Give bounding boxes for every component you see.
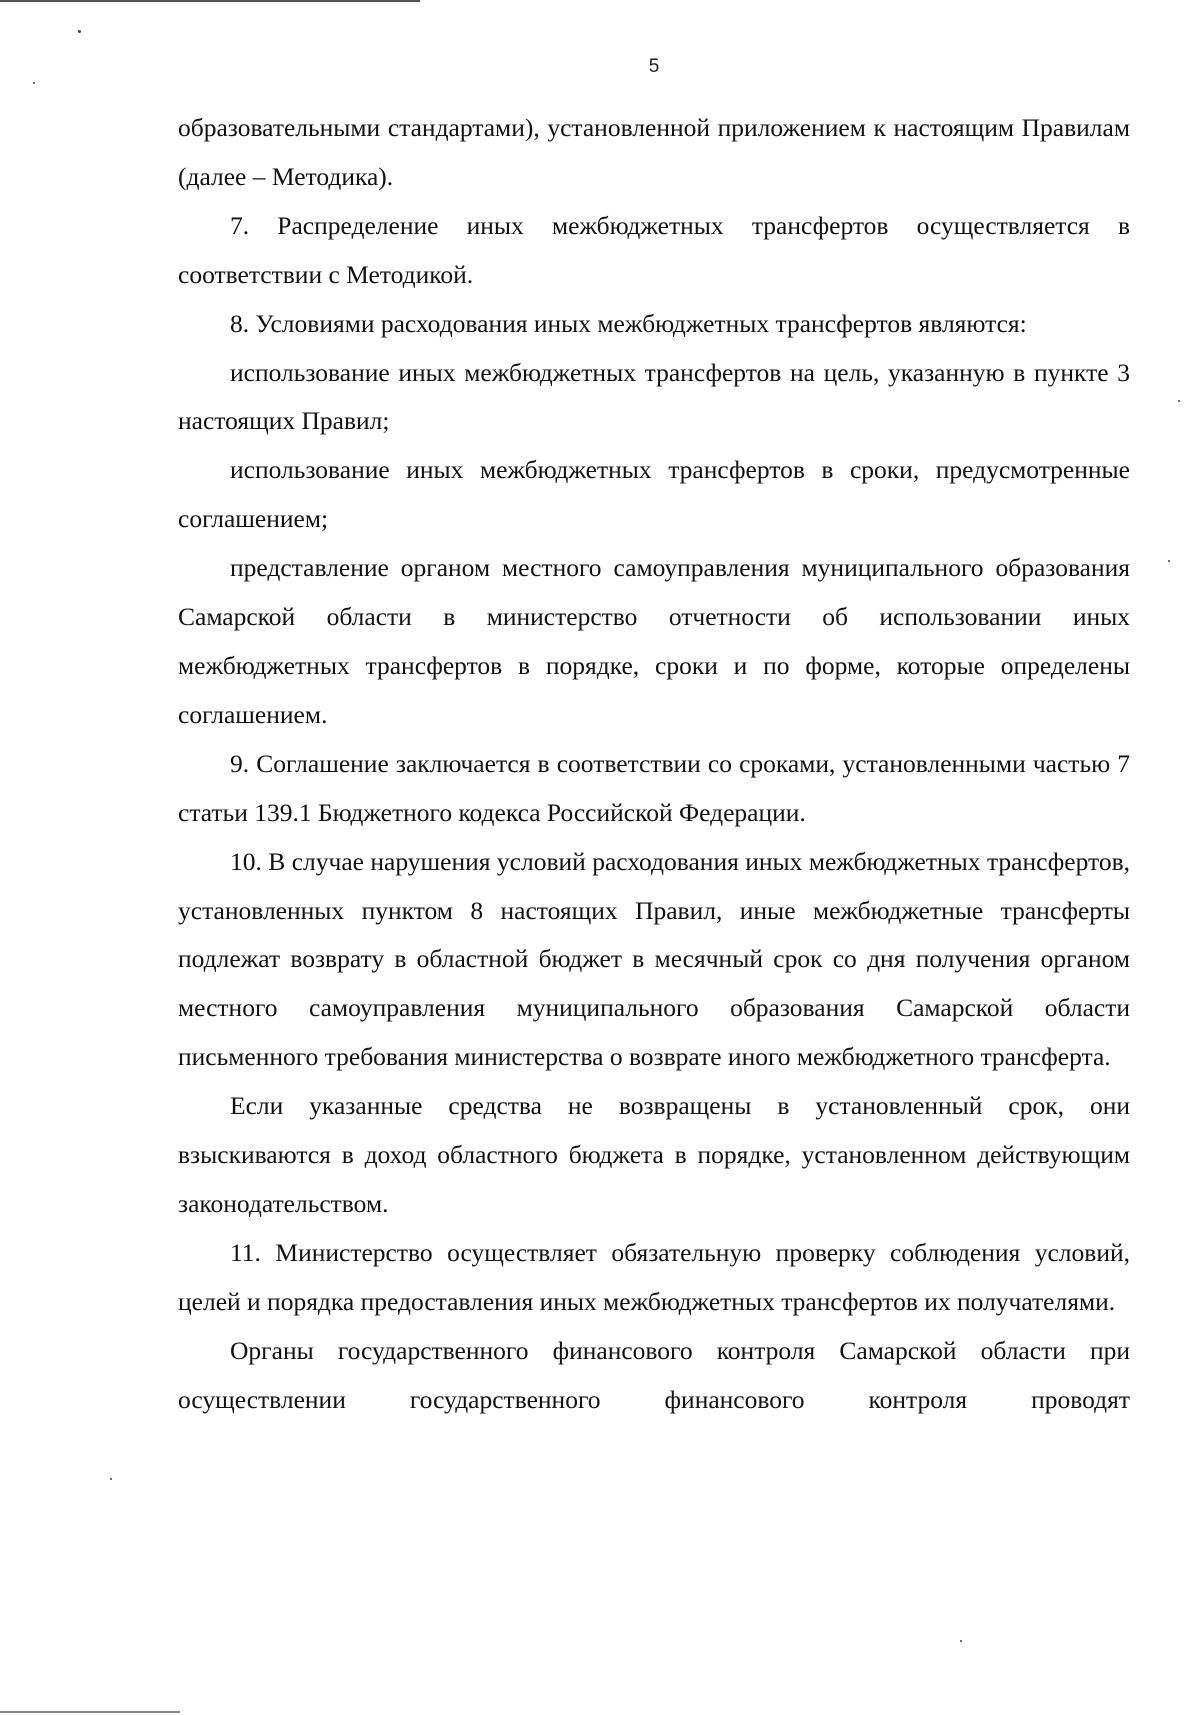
paragraph-condition-2: использование иных межбюджетных трансфертов в сроки, предусмотренные соглашением; xyxy=(178,455,1130,534)
scan-edge-bottom xyxy=(0,1711,180,1713)
scan-speck xyxy=(960,1640,962,1642)
scan-edge-top xyxy=(0,0,420,2)
scan-speck xyxy=(78,30,81,33)
paragraph-refund: Если указанные средства не возвращены в установленный срок, они взыскиваются в доход областного бюджета в порядке, установленном действующим законодательством. xyxy=(178,1091,1130,1218)
paragraph-condition-3: представление органом местного самоуправления муниципального образования Самарской области в министерство отчетности об использовании иных межбюджетных трансфертов в порядке, сроки и по форме, которые определены соглашением. xyxy=(178,553,1130,729)
paragraph-control-bodies: Органы государственного финансового контроля Самарской области при осуществлении государственного финансового контроля проводят xyxy=(178,1335,1130,1414)
scan-speck xyxy=(1178,400,1180,402)
paragraph-continuation: образовательными стандартами), установленной приложением к настоящим Правилам (далее – Методика). xyxy=(178,113,1130,191)
paragraph-condition-1: использование иных межбюджетных трансфертов на цель, указанную в пункте 3 настоящих Правил; xyxy=(178,357,1130,436)
body-text xyxy=(178,104,1130,1424)
paragraph-item-10: 10. В случае нарушения условий расходования иных межбюджетных трансфертов, установленных пунктом 8 настоящих Правил, иные межбюджетные трансферты подлежат возврату в областной бюджет в месячный срок со дня получения органом местного самоуправления муниципального образования Самарской области письменного требования министерства о возврате иного межбюджетного трансферта. xyxy=(178,846,1130,1072)
paragraph-item-11: 11. Министерство осуществляет обязательную проверку соблюдения условий, целей и порядка предоставления иных межбюджетных трансфертов их получателями. xyxy=(178,1237,1130,1316)
paragraph-item-7: 7. Распределение иных межбюджетных трансфертов осуществляется в соответствии с Методикой. xyxy=(178,210,1130,289)
scan-speck xyxy=(1168,560,1170,562)
paragraph-item-9: 9. Соглашение заключается в соответствии со сроками, установленными частью 7 статьи 139.1 Бюджетного кодекса Российской Федерации. xyxy=(178,748,1130,827)
scan-speck xyxy=(33,82,35,84)
page-number: 5 xyxy=(648,56,660,77)
paragraph-item-8: 8. Условиями расходования иных межбюджетных трансфертов являются: xyxy=(230,308,1027,338)
scan-speck xyxy=(110,1478,112,1480)
